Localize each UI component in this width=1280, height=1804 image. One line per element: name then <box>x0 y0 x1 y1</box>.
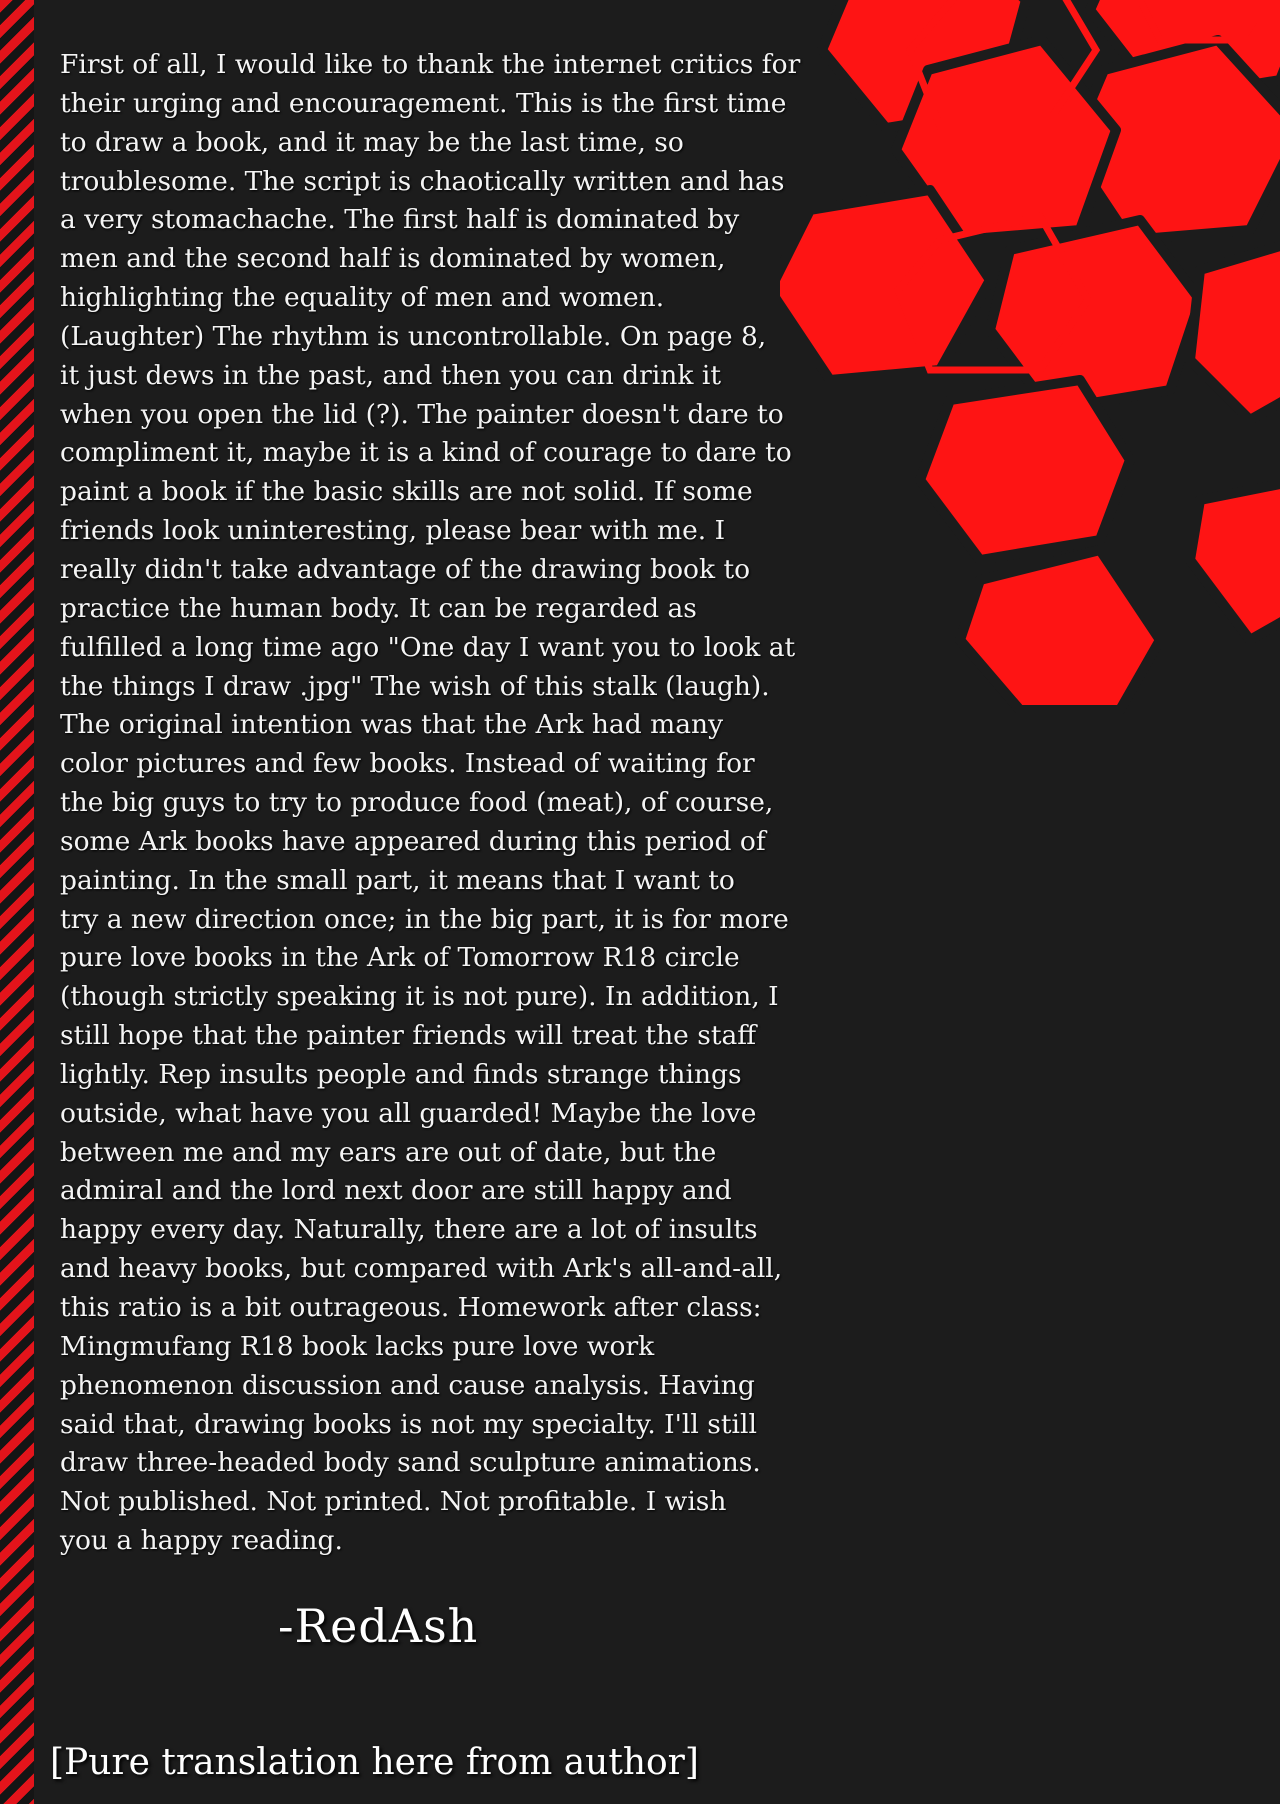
hexagon <box>920 380 1130 560</box>
hexagon <box>960 550 1160 710</box>
translator-note-text: First of all, I would like to thank the internet critics for their urging and encouragement. This is the first time to draw a book, and it may be the last time, so troublesome. The script is chaotically written and has a very stomachache. The first half is dominated by men and the second half is dominated by women, highlighting the equality of men and women. (Laughter) The rhythm is uncontrollable. On page 8, it just dews in the past, and then you can drink it when you open the lid (?). The painter doesn't dare to compliment it, maybe it is a kind of courage to dare to paint a book if the basic skills are not solid. If some friends look uninteresting, please bear with me. I really didn't take advantage of the drawing book to practice the human body. It can be regarded as fulfilled a long time ago "One day I want you to look at the things I draw .jpg" The wish of this stalk (laugh). The original intention was that the Ark had many color pictures and few books. Instead of waiting for the big guys to try to produce food (meat), of course, some Ark books have appeared during this period of painting. In the small part, it means that I want to try a new direction once; in the big part, it is for more pure love books in the Ark of Tomorrow R18 circle (though strictly speaking it is not pure). In addition, I still hope that the painter friends will treat the staff lightly. Rep insults people and finds strange things outside, what have you all guarded! Maybe the love between me and my ears are out of date, but the admiral and the lord next door are still happy and happy every day. Naturally, there are a lot of insults and heavy books, but compared with Ark's all-and-all, this ratio is a bit outrageous. Homework after class: Mingmufang R18 book lacks pure love work phenomenon discussion and cause analysis. Having said that, drawing books is not my specialty. I'll still draw three-headed body sand sculpture animations. Not published. Not printed. Not profitable. I wish you a happy reading. <box>60 49 801 1557</box>
hexagon <box>1190 240 1280 420</box>
striped-left-border <box>0 0 34 1804</box>
translation-credit-note: [Pure translation here from author] <box>50 1742 699 1783</box>
author-signature: -RedAsh <box>278 1599 479 1653</box>
hexagon <box>990 220 1200 410</box>
hexagon-pattern <box>780 0 1280 780</box>
hexagon <box>1190 480 1280 640</box>
